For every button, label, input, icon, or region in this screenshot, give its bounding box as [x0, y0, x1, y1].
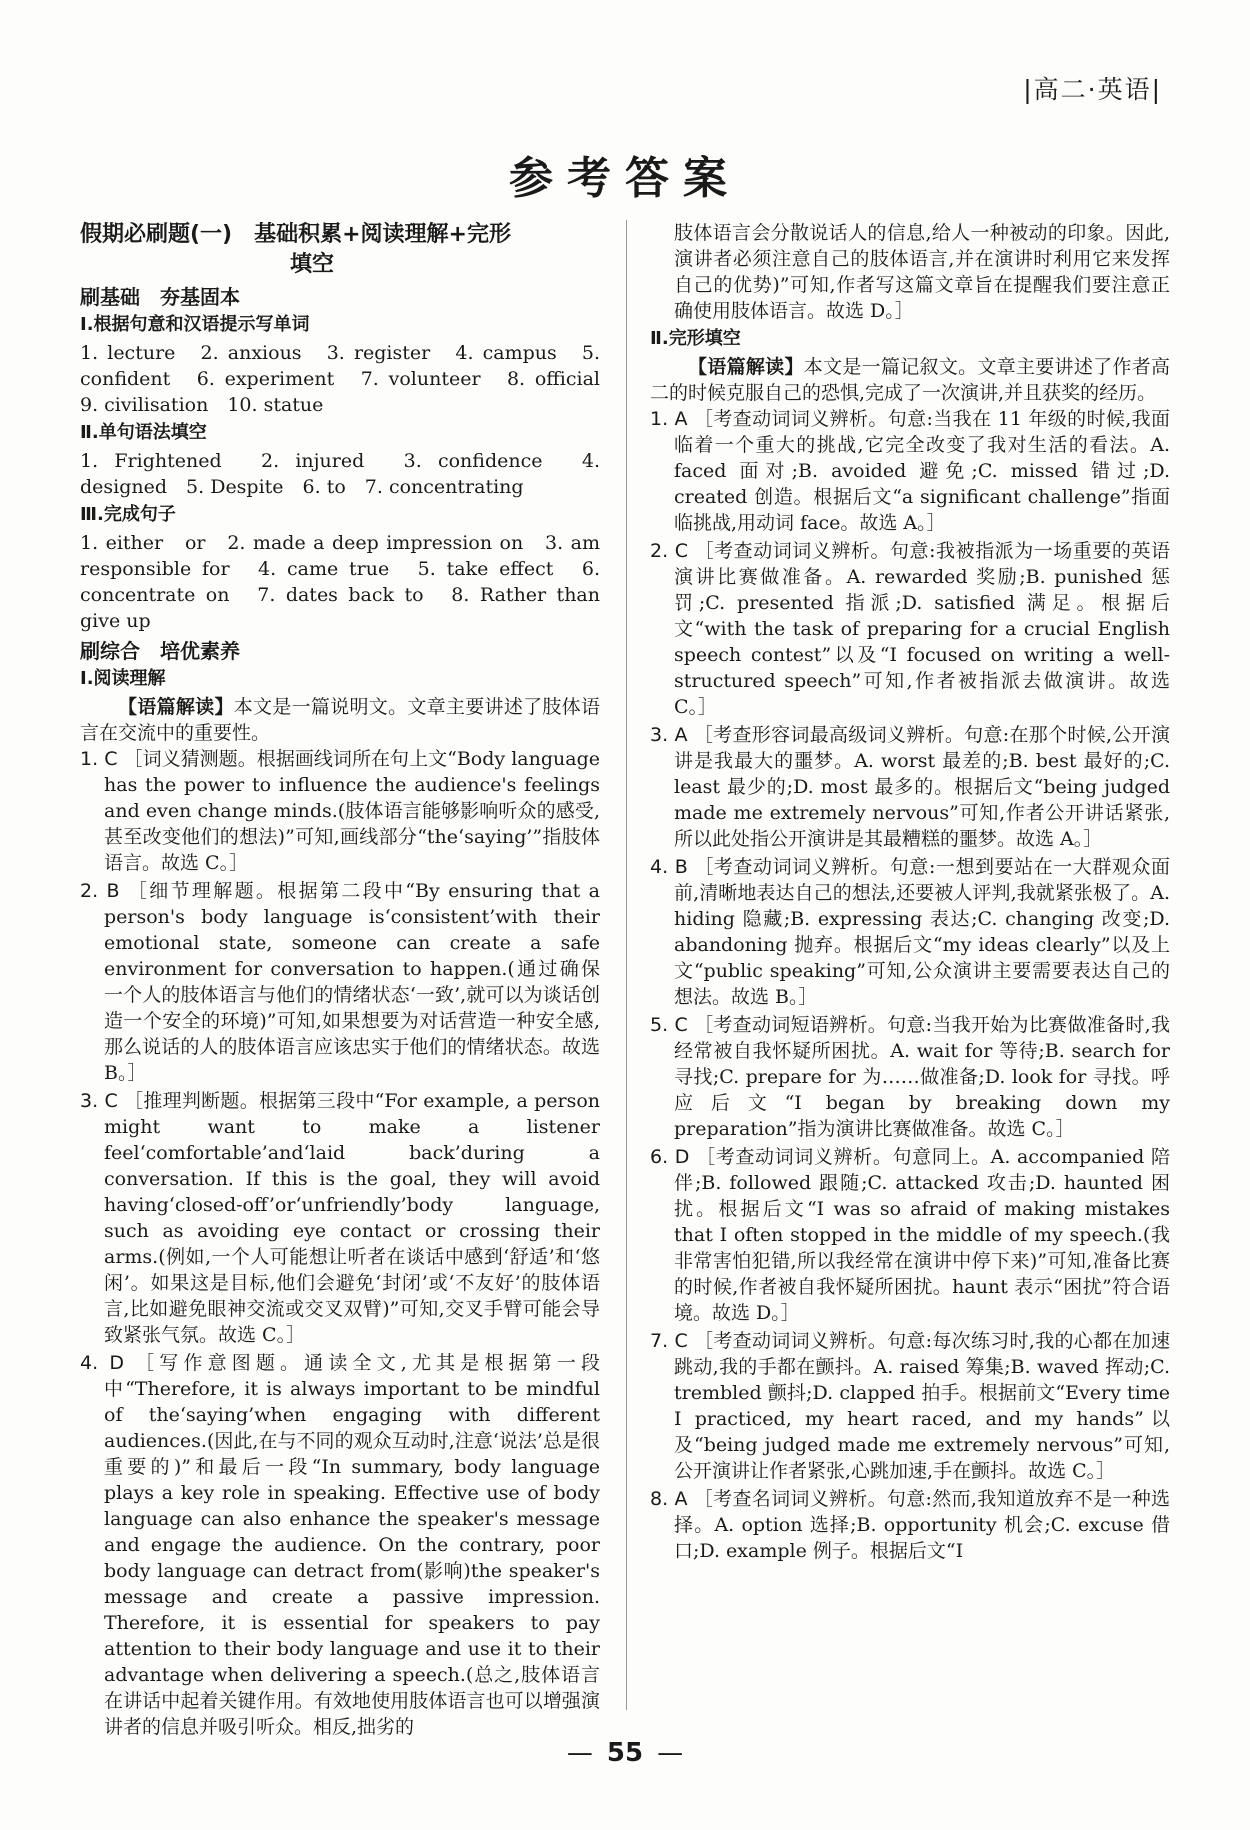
answer-item — [650, 538, 1170, 720]
answer-number: 1. A — [650, 408, 688, 430]
q3-answers: 1. either or 2. made a deep impression on 3. am responsible for 4. came true 5. take effect 6. concentrate on 7. dates back to 8. Rather than give up — [80, 532, 600, 632]
answer-item — [80, 746, 600, 876]
section-title-line2: 填空 — [290, 252, 335, 277]
answer-number: 5. C — [650, 1014, 688, 1036]
answer-number: 8. A — [650, 1488, 688, 1510]
subject-tag: |高二·英语| — [1023, 75, 1162, 104]
answer-number: 2. C — [650, 540, 688, 562]
page-title: 参考答案 — [509, 153, 741, 204]
answer-number: 3. C — [80, 1090, 118, 1112]
left-column — [80, 220, 620, 1738]
cloze-heading: Ⅱ.完形填空 — [650, 328, 741, 349]
answer-explanation: ［考查动词词义辨析。句意:当我在 11 年级的时候,我面临着一个重大的挑战,它完全改变了我对生活的看法。A. faced 面对;B. avoided 避免;C. missed 错过;D. created 创造。根据后文“a significant challenge”指面临挑战,用动词 face。故选 A。］ — [674, 408, 1170, 534]
q3-heading: Ⅲ.完成句子 — [80, 504, 176, 525]
page-number: 55 — [606, 1738, 644, 1768]
answer-number: 4. B — [650, 856, 688, 878]
answer-number: 1. C — [80, 748, 118, 770]
answer-explanation: ［考查动词词义辨析。句意:每次练习时,我的心都在加速跳动,我的手都在颤抖。A. raised 筹集;B. waved 挥动;C. trembled 颤抖;D. clapped 拍手。根据前文“Every time I practiced, my heart raced, and my hands”以及“being judged made me extremely nervous”可知,公开演讲让作者紧张,心跳加速,手在颤抖。故选 C。］ — [674, 1330, 1170, 1482]
cloze-passage-summary — [650, 354, 1170, 406]
footer-dash-right: — — [657, 1738, 684, 1768]
right-column — [650, 220, 1170, 1710]
q2-heading: Ⅱ.单句语法填空 — [80, 422, 207, 443]
answer-explanation: ［考查动词短语辨析。句意:当我开始为比赛做准备时,我经常被自我怀疑所困扰。A. wait for 等待;B. search for 寻找;C. prepare for 为……做准备;D. look for 寻找。呼应后文“I began by breaking down my preparation”指为演讲比赛做准备。故选 C。］ — [674, 1014, 1170, 1140]
q1-heading: Ⅰ.根据句意和汉语提示写单词 — [80, 314, 310, 335]
section-title — [80, 220, 600, 280]
answer-explanation: ［考查动词词义辨析。句意:一想到要站在一大群观众面前,清晰地表达自己的想法,还要被人评判,我就紧张极了。A. hiding 隐藏;B. expressing 表达;C. changing 改变;D. abandoning 抛弃。根据后文“my ideas clearly”以及上文“public speaking”可知,公众演讲主要需要表达自己的想法。故选 B。］ — [674, 856, 1171, 1008]
answer-number: 6. D — [650, 1146, 690, 1168]
answer-item — [650, 1012, 1170, 1142]
answer-item — [650, 1328, 1170, 1484]
answer-explanation: ［细节理解题。根据第二段中“By ensuring that a person's body language is‘consistent’with their emotional state, someone can create a safe environment for conversation to happen.(通过确保一个人的肢体语言与他们的情绪状态‘一致’,就可以为谈话创造一个安全的环境)”可知,如果想要为对话营造一种安全感,那么说话的人的肢体语言应该忠实于他们的情绪状态。故选 B。］ — [104, 880, 601, 1084]
column-divider — [626, 220, 627, 1710]
part-basic-heading: 刷基础 夯基固本 — [80, 285, 240, 309]
cloze-summary-text: 本文是一篇记叙文。文章主要讲述了作者高二的时候克服自己的恐惧,完成了一次演讲,并且获奖的经历。 — [650, 356, 1170, 404]
reading-passage-summary — [80, 694, 600, 746]
answer-item — [650, 722, 1170, 852]
answer-explanation: ［词义猜测题。根据画线词所在句上文“Body language has the power to influence the audience's feelings and even change minds.(肢体语言能够影响听众的感受,甚至改变他们的想法)”可知,画线部分“the‘saying’”指肢体语言。故选 C。］ — [104, 748, 600, 874]
answer-explanation: ［写作意图题。通读全文,尤其是根据第一段中“Therefore, it is always important to be mindful of the‘saying’when engaging with different audiences.(因此,在与不同的观众互动时,注意‘说法’总是很重要的)”和最后一段“In summary, body language plays a key role in speaking. Effective use of body language can also enhance the speaker's message and engage the audience. On the contrary, poor body language can detract from(影响)the speaker's message and create a passive impression. Therefore, it is essential for speakers to pay attention to their body language and use it to their advantage when delivering a speech.(总之,肢体语言在讲话中起着关键作用。有效地使用肢体语言也可以增强演讲者的信息并吸引听众。相反,拙劣的 — [104, 1352, 600, 1738]
cloze-summary-tag: 【语篇解读】 — [688, 356, 804, 378]
answer-item — [650, 1144, 1170, 1326]
footer-dash-left: — — [566, 1738, 593, 1768]
reading-heading: Ⅰ.阅读理解 — [80, 668, 166, 689]
answer-explanation: ［考查名词词义辨析。句意:然而,我知道放弃不是一种选择。A. option 选择;B. opportunity 机会;C. excuse 借口;D. example 例子。根据后文“I — [674, 1488, 1170, 1562]
answer-number: 7. C — [650, 1330, 688, 1352]
part-comprehensive-heading: 刷综合 培优素养 — [80, 639, 240, 663]
answer-item — [650, 1486, 1170, 1564]
section-title-line1: 假期必刷题(一) 基础积累+阅读理解+完形 — [80, 222, 511, 247]
reading-summary-text: 本文是一篇说明文。文章主要讲述了肢体语言在交流中的重要性。 — [80, 696, 600, 744]
answer-number: 3. A — [650, 724, 688, 746]
answer-continuation: 肢体语言会分散说话人的信息,给人一种被动的印象。因此,演讲者必须注意自己的肢体语言,并在演讲时利用它来发挥自己的优势)”可知,作者写这篇文章旨在提醒我们要注意正确使用肢体语言。故选 D。］ — [674, 222, 1170, 322]
answer-explanation: ［考查动词词义辨析。句意:我被指派为一场重要的英语演讲比赛做准备。A. rewarded 奖励;B. punished 惩罚;C. presented 指派;D. satisfied 满足。根据后文“with the task of preparing for a crucial English speech contest”以及“I focused on writing a well-structured speech”可知,作者被指派去做演讲。故选 C。］ — [674, 540, 1171, 718]
q1-answers: 1. lecture 2. anxious 3. register 4. campus 5. confident 6. experiment 7. volunteer 8. official 9. civilisation 10. statue — [80, 342, 620, 416]
reading-summary-tag: 【语篇解读】 — [118, 696, 234, 718]
answer-number: 4. D — [80, 1352, 124, 1374]
page-footer — [0, 1738, 1250, 1768]
answer-item — [650, 854, 1170, 1010]
answer-item — [80, 1350, 600, 1740]
answer-number: 2. B — [80, 880, 120, 902]
answer-explanation: ［考查形容词最高级词义辨析。句意:在那个时候,公开演讲是我最大的噩梦。A. worst 最差的;B. best 最好的;C. least 最少的;D. most 最多的。根据后文“being judged made me extremely nervous”可知,作者公开讲话紧张,所以此处指公开演讲是其最糟糕的噩梦。故选 A。］ — [674, 724, 1170, 850]
answer-item — [80, 878, 600, 1086]
answer-explanation: ［推理判断题。根据第三段中“For example, a person might want to make a listener feel‘comfortable’and‘laid back’during a conversation. If this is the goal, they will avoid having‘closed-off’or‘unfriendly’body language, such as avoiding eye contact or crossing their arms.(例如,一个人可能想让听者在谈话中感到‘舒适’和‘悠闲’。如果这是目标,他们会避免‘封闭’或‘不友好’的肢体语言,比如避免眼神交流或交叉双臂)”可知,交叉手臂可能会导致紧张气氛。故选 C。］ — [104, 1090, 601, 1346]
answer-item — [650, 406, 1170, 536]
answer-explanation: ［考查动词词义辨析。句意同上。A. accompanied 陪伴;B. followed 跟随;C. attacked 攻击;D. haunted 困扰。根据后文“I was so afraid of making mistakes that I often stopped in the middle of my speech.(我非常害怕犯错,所以我经常在演讲中停下来)”可知,准备比赛的时候,作者被自我怀疑所困扰。haunt 表示“困扰”符合语境。故选 D。］ — [674, 1146, 1170, 1324]
answer-item — [80, 1088, 600, 1348]
q2-answers: 1. Frightened 2. injured 3. confidence 4. designed 5. Despite 6. to 7. concentrating — [80, 450, 600, 498]
